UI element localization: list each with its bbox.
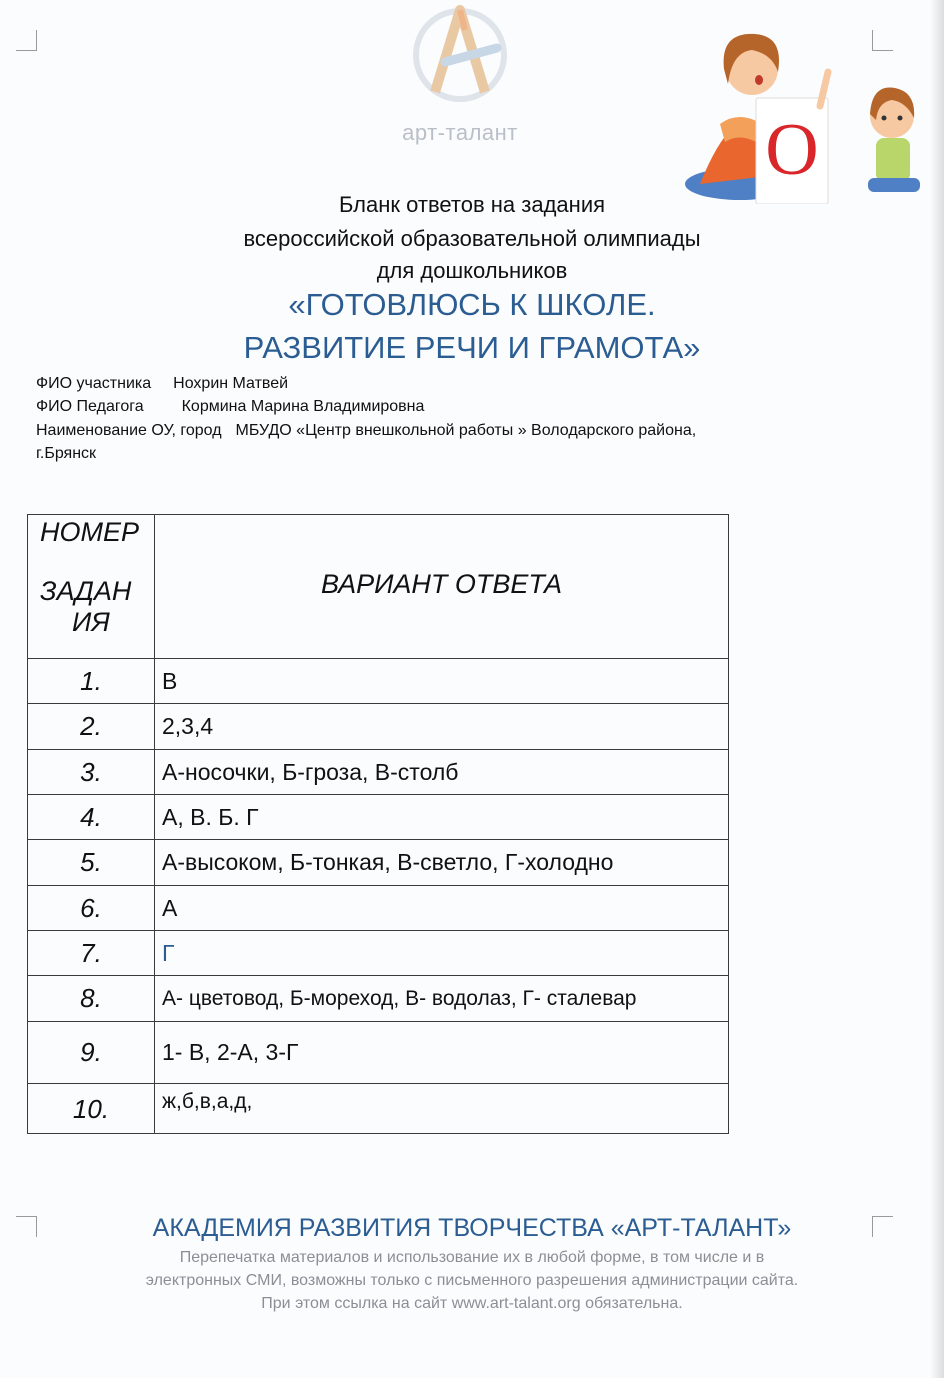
answer-cell: ж,б,в,а,д, (155, 1084, 729, 1134)
organization-value: МБУДО «Центр внешкольной работы » Володарского района, (235, 422, 697, 439)
table-row (28, 840, 729, 886)
answers-table (27, 514, 729, 1134)
task-number: 10. (28, 1084, 155, 1134)
task-number: 9. (28, 1022, 155, 1084)
table-row (28, 659, 729, 704)
table-row (28, 704, 729, 750)
teacher-child-icon (680, 14, 930, 204)
teacher-child-illustration (680, 14, 930, 204)
task-number: 4. (28, 795, 155, 840)
answer-cell: А- цветовод, Б-мореход, В- водолаз, Г- сталевар (155, 976, 729, 1022)
crop-mark-top-left (16, 30, 37, 51)
footer-note-line2: электронных СМИ, возможны только с письменного разрешения администрации сайта. (145, 1272, 799, 1289)
form-title-line2: всероссийской образовательной олимпиады (243, 226, 701, 251)
task-number: 5. (28, 840, 155, 886)
table-row (28, 1022, 729, 1084)
answer-cell: А (155, 886, 729, 931)
table-row (28, 1084, 729, 1134)
teacher-label: ФИО Педагога (36, 398, 144, 415)
table-row (28, 795, 729, 840)
table-row (28, 886, 729, 931)
table-row (28, 931, 729, 976)
participant-value: Нохрин Матвей (173, 375, 289, 392)
logo-mark-icon (405, 0, 515, 110)
table-row (28, 750, 729, 795)
form-title-line3: для дошкольников (376, 258, 568, 283)
task-number: 6. (28, 886, 155, 931)
organization-city: г.Брянск (36, 445, 97, 462)
task-number: 3. (28, 750, 155, 795)
olympiad-title-line2: РАЗВИТИЕ РЕЧИ И ГРАМОТА» (243, 330, 701, 365)
answer-cell: 1- В, 2-А, 3-Г (155, 1022, 729, 1084)
logo-text: арт-талант (402, 120, 518, 145)
header-answer-variant: ВАРИАНТ ОТВЕТА (155, 515, 729, 659)
answer-cell: А-высоком, Б-тонкая, В-светло, Г-холодно (155, 840, 729, 886)
participant-row (36, 375, 288, 393)
art-talant-logo (380, 0, 540, 150)
organization-label: Наименование ОУ, город (36, 422, 222, 439)
organization-row (36, 422, 696, 440)
teacher-value: Кормина Марина Владимировна (181, 398, 425, 415)
task-number: 8. (28, 976, 155, 1022)
answer-cell: Г (155, 931, 729, 976)
task-number: 7. (28, 931, 155, 976)
task-number: 2. (28, 704, 155, 750)
header-task-number: НОМЕР ЗАДАН ИЯ (28, 515, 155, 659)
table-row (28, 976, 729, 1022)
answer-cell: В (155, 659, 729, 704)
answer-cell: А, В. Б. Г (155, 795, 729, 840)
footer-note-line3: При этом ссылка на сайт www.art-talant.org обязательна. (261, 1295, 683, 1312)
task-number: 1. (28, 659, 155, 704)
teacher-row (36, 398, 424, 416)
table-header-row (28, 515, 729, 659)
answer-cell: А-носочки, Б-гроза, В-столб (155, 750, 729, 795)
footer-academy-title: АКАДЕМИЯ РАЗВИТИЯ ТВОРЧЕСТВА «АРТ-ТАЛАНТ» (152, 1214, 792, 1242)
answer-cell: 2,3,4 (155, 704, 729, 750)
participant-label: ФИО участника (36, 375, 152, 392)
form-title-line1: Бланк ответов на задания (338, 192, 606, 217)
footer-note-line1: Перепечатка материалов и использование их в любой форме, в том числе и в (179, 1249, 765, 1266)
card-letter: О (765, 109, 819, 191)
olympiad-title-line1: «ГОТОВЛЮСЬ К ШКОЛЕ. (288, 287, 656, 322)
